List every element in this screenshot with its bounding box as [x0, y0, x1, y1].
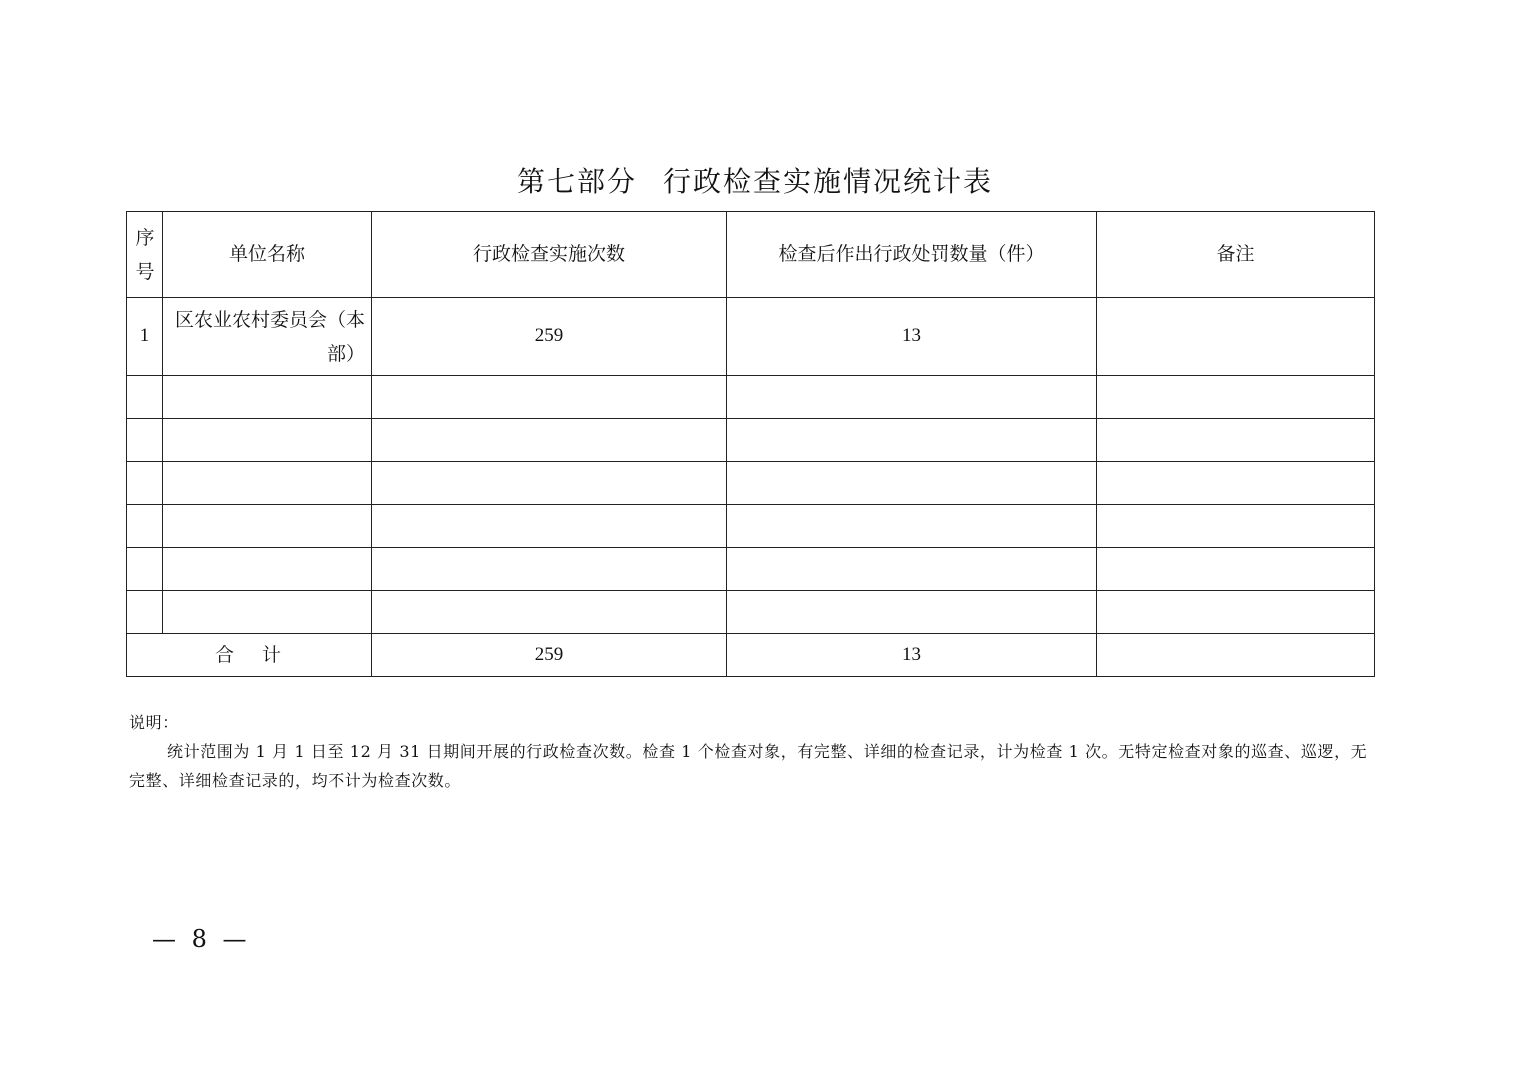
total-penalties: 13: [727, 634, 1097, 677]
table-row: [127, 376, 1375, 419]
cell-inspections: [372, 548, 727, 591]
table-row: [127, 548, 1375, 591]
inspection-stats-table: [126, 211, 1375, 677]
table-header-row: [127, 212, 1375, 298]
cell-penalties: [727, 591, 1097, 634]
cell-inspections: [372, 376, 727, 419]
table-row: [127, 419, 1375, 462]
notes-body: 统计范围为 1 月 1 日至 12 月 31 日期间开展的行政检查次数。检查 1 个检查对象，有完整、详细的检查记录，计为检查 1 次。无特定检查对象的巡查、巡逻，无完整、详细检查记录的，均不计为检查次数。: [129, 742, 1368, 790]
cell-unit: 区农业农村委员会（本部）: [163, 298, 372, 376]
notes-section: [129, 708, 1381, 795]
header-seq: 序号: [127, 212, 163, 298]
page-title: [0, 160, 1510, 200]
table-row: [127, 298, 1375, 376]
cell-remarks: [1097, 298, 1375, 376]
cell-inspections: [372, 462, 727, 505]
cell-unit: [163, 376, 372, 419]
cell-penalties: [727, 505, 1097, 548]
cell-seq: [127, 591, 163, 634]
cell-penalties: [727, 548, 1097, 591]
cell-penalties: [727, 462, 1097, 505]
cell-penalties: 13: [727, 298, 1097, 376]
header-remarks: 备注: [1097, 212, 1375, 298]
cell-seq: [127, 462, 163, 505]
cell-inspections: 259: [372, 298, 727, 376]
cell-inspections: [372, 591, 727, 634]
header-unit: 单位名称: [163, 212, 372, 298]
total-label: 合 计: [127, 634, 372, 677]
title-part: 第七部分: [516, 165, 637, 198]
table-row: [127, 505, 1375, 548]
total-inspections: 259: [372, 634, 727, 677]
title-name: 行政检查实施情况统计表: [663, 165, 994, 198]
header-inspections: 行政检查实施次数: [372, 212, 727, 298]
cell-remarks: [1097, 419, 1375, 462]
cell-remarks: [1097, 376, 1375, 419]
cell-unit: [163, 462, 372, 505]
cell-unit: [163, 505, 372, 548]
cell-inspections: [372, 419, 727, 462]
cell-penalties: [727, 376, 1097, 419]
cell-unit: [163, 419, 372, 462]
page-number: — 8 —: [152, 925, 251, 953]
cell-seq: [127, 419, 163, 462]
cell-unit: [163, 591, 372, 634]
table-total-row: [127, 634, 1375, 677]
cell-penalties: [727, 419, 1097, 462]
header-penalties: 检查后作出行政处罚数量（件）: [727, 212, 1097, 298]
cell-unit: [163, 548, 372, 591]
total-remarks: [1097, 634, 1375, 677]
cell-inspections: [372, 505, 727, 548]
cell-seq: 1: [127, 298, 163, 376]
table-row: [127, 591, 1375, 634]
cell-seq: [127, 505, 163, 548]
cell-remarks: [1097, 505, 1375, 548]
notes-heading: 说明：: [129, 713, 179, 732]
cell-remarks: [1097, 548, 1375, 591]
table-row: [127, 462, 1375, 505]
cell-seq: [127, 376, 163, 419]
cell-seq: [127, 548, 163, 591]
cell-remarks: [1097, 462, 1375, 505]
cell-remarks: [1097, 591, 1375, 634]
